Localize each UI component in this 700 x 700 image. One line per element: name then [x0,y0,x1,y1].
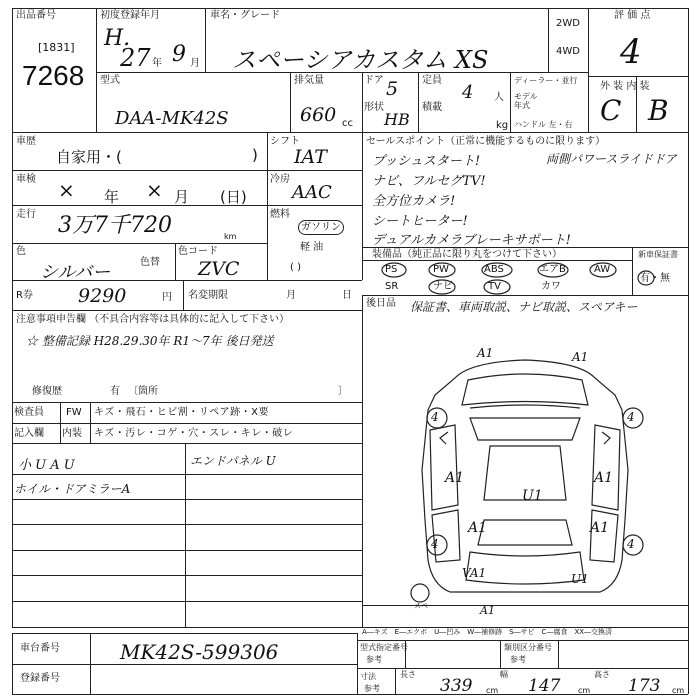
sales-point: ナビ、フルセグTV! [372,174,486,189]
doors: 5 [386,78,399,100]
exterior-grade: C [600,94,622,127]
first-registration-label: 初度登録年月 [100,10,160,21]
damage-mark: A1 [572,350,589,364]
height-label: 高さ [594,670,610,679]
chassis-number: MK42S-599306 [120,640,279,664]
fuel-label: 燃料 [270,209,290,220]
displacement-label: 排気量 [294,75,324,86]
score-label: 評 価 点 [614,10,651,21]
damage-mark: U1 [522,488,543,504]
notes-title: 注意事項申告欄 （不具合内容等は具体的に記入して下さい） [16,314,290,325]
recycle: 9290 [78,285,127,307]
length: 339 [440,676,473,696]
equip-airbag: エアB [539,264,566,275]
notes-text: ☆ 整備記録 H28.29.30年 R1〜7年 後日発送 [26,334,274,348]
year-unit: 年 [152,58,162,69]
designated-label: 型式指定番号 [360,643,408,652]
remarks-right-1: エンドパネル U [190,454,276,468]
shift-label: シフト [270,136,300,147]
damage-mark: A1 [480,604,495,617]
damage-mark: A1 [445,470,465,486]
sales-point: シートヒーター! [372,214,468,229]
inspector-label: 検査員 [14,407,44,418]
remarks-left-2: ホイル・ドアミラーA [14,482,131,496]
size-ref: 参考 [364,684,380,693]
drive-2wd: 2WD [556,18,580,29]
name-change-label: 名変期限 [188,290,228,301]
load-label: 積載 [422,102,442,113]
width-unit: cm [578,686,591,695]
inspector-entry-label: 記入欄 [14,428,44,439]
recycle-unit: 円 [162,292,172,303]
repair-label: 修復歴 [32,386,62,397]
color-change-label: 色替 [140,257,160,268]
shift: IAT [294,146,327,168]
capacity-unit: 人 [494,92,504,103]
registration-label: 登録番号 [20,673,60,684]
sales-point: デュアルカメラブレーキサポート! [372,233,571,248]
displacement-unit: cc [342,118,353,129]
color-code: ZVC [198,258,240,280]
category-ref: 参考 [510,655,526,664]
repair-have: 有 [110,386,120,397]
equip-tv: TV [488,281,501,292]
equipment-title: 装備品（純正品に限り丸をつけて下さい） [372,249,562,260]
inspection-value: × [58,178,75,202]
damage-legend: A―キズ E―エクボ U―凹み W―補修跡 S―サビ C―腐食 XX―交換済 [362,628,613,636]
score: 4 [620,32,642,72]
tire-mark: 4 [627,537,635,551]
extras-value: 保証書、車両取説、ナビ取説、スペアキー [410,300,638,314]
sales-point: プッシュスタート! [372,154,481,169]
use-close: ) [252,146,258,164]
damage-mark: A1 [468,520,488,536]
extras-label: 後日品 [366,298,396,309]
interior-items: キズ・汚レ・コゲ・穴・スレ・キレ・破レ [94,428,294,439]
model-year-label: モデル [514,92,538,101]
mileage-label: 走行 [16,209,36,220]
warranty: 有・無 [640,273,670,284]
name-change-month: 月 [286,290,296,301]
equip-navi: ナビ [433,281,453,292]
width-label: 幅 [500,670,508,679]
ac-label: 冷房 [270,174,290,185]
inspection-year-unit: 年 [104,188,120,206]
tire-mark: 4 [431,410,439,424]
recycle-label: R券 [16,290,33,301]
spare-label: スペ [414,602,428,610]
damage-mark: U1 [571,572,589,586]
damage-mark: A1 [477,346,494,360]
size-label: 寸法 [360,672,376,681]
color-code-label: 色コード [178,246,218,257]
sales-point: 両側パワースライドドア [546,152,677,166]
sales-point: 全方位カメラ! [372,194,456,209]
chassis-label: 車台番号 [20,643,60,654]
first-registration-year: 27 [120,44,151,72]
fuel-gas: ガソリン [298,220,344,235]
capacity: 4 [462,82,474,103]
height: 173 [628,676,661,696]
capacity-label: 定員 [422,75,442,86]
color-label: 色 [16,246,26,257]
first-registration-month: 9 [172,42,186,67]
name-change-day: 日 [342,290,352,301]
fuel-diesel: 軽 油 [300,242,324,253]
category-label: 類別区分番号 [504,643,552,652]
equip-ps: PS [385,264,398,275]
length-label: 長さ [400,670,416,679]
mileage-unit: km [224,232,237,241]
shape: HB [384,110,410,129]
damage-mark: VA1 [462,566,487,580]
month-unit: 月 [190,58,200,69]
dealer-label: ディーラー・並行 [514,76,578,85]
shape-label: 形状 [364,102,384,113]
car-name-label: 車名・グレード [210,10,280,21]
equip-pw: PW [433,264,449,275]
lot-code: [1831] [38,41,75,54]
height-unit: cm [672,686,685,695]
tire-mark: 4 [627,410,635,424]
interior-grade: B [648,94,669,127]
inspector-interior: 内装 [62,428,82,439]
equip-sr: SR [385,281,399,292]
use: 自家用・( [56,148,122,166]
doors-label: ドア [364,75,384,86]
equip-aw: AW [594,264,611,275]
mileage: 3万7千720 [58,213,172,238]
designated-ref: 参考 [366,655,382,664]
model-label: 型式 [100,75,120,86]
model-year-sub: 年式 [514,101,530,110]
first-registration-era: H. [104,26,131,51]
remarks-left-1: 小 U A U [18,458,75,473]
ac: AAC [292,182,332,203]
handle-label: ハンドル 左・右 [514,120,573,129]
inspection-month-value: × [146,178,163,202]
inspection-day: (日) [220,188,247,206]
repair-place: 〔箇所 [128,386,158,397]
inspection-label: 車検 [16,174,36,185]
warranty-label: 新車保証書 [638,250,678,259]
displacement: 660 [300,104,337,126]
model: DAA-MK42S [115,108,229,129]
use-label: 車歴 [16,136,36,147]
car-name: スペーシアカスタム XS [232,46,489,74]
width: 147 [528,676,561,696]
load-unit: kg [496,120,509,131]
tire-mark: 4 [431,537,439,551]
equip-abs: ABS [484,264,504,275]
inspector-fw: FW [66,407,82,418]
equip-leather: カワ [541,281,561,292]
ext-int-label: 外 装 内 装 [600,81,650,92]
fuel-paren: ( ) [290,262,301,273]
damage-mark: A1 [594,470,614,486]
repair-close: 〕 [338,386,348,397]
lot-number-label: 出品番号 [16,10,56,21]
fw-items: キズ・飛石・ヒビ割・リペア跡・X要 [94,407,269,418]
lot-number: 7268 [22,60,85,91]
damage-mark: A1 [590,520,610,536]
sales-points-title: セールスポイント（正常に機能するものに限ります） [366,136,606,147]
color: シルバー [40,262,111,283]
drive-4wd: 4WD [556,46,580,57]
inspection-month-unit: 月 [174,188,190,206]
length-unit: cm [486,686,499,695]
